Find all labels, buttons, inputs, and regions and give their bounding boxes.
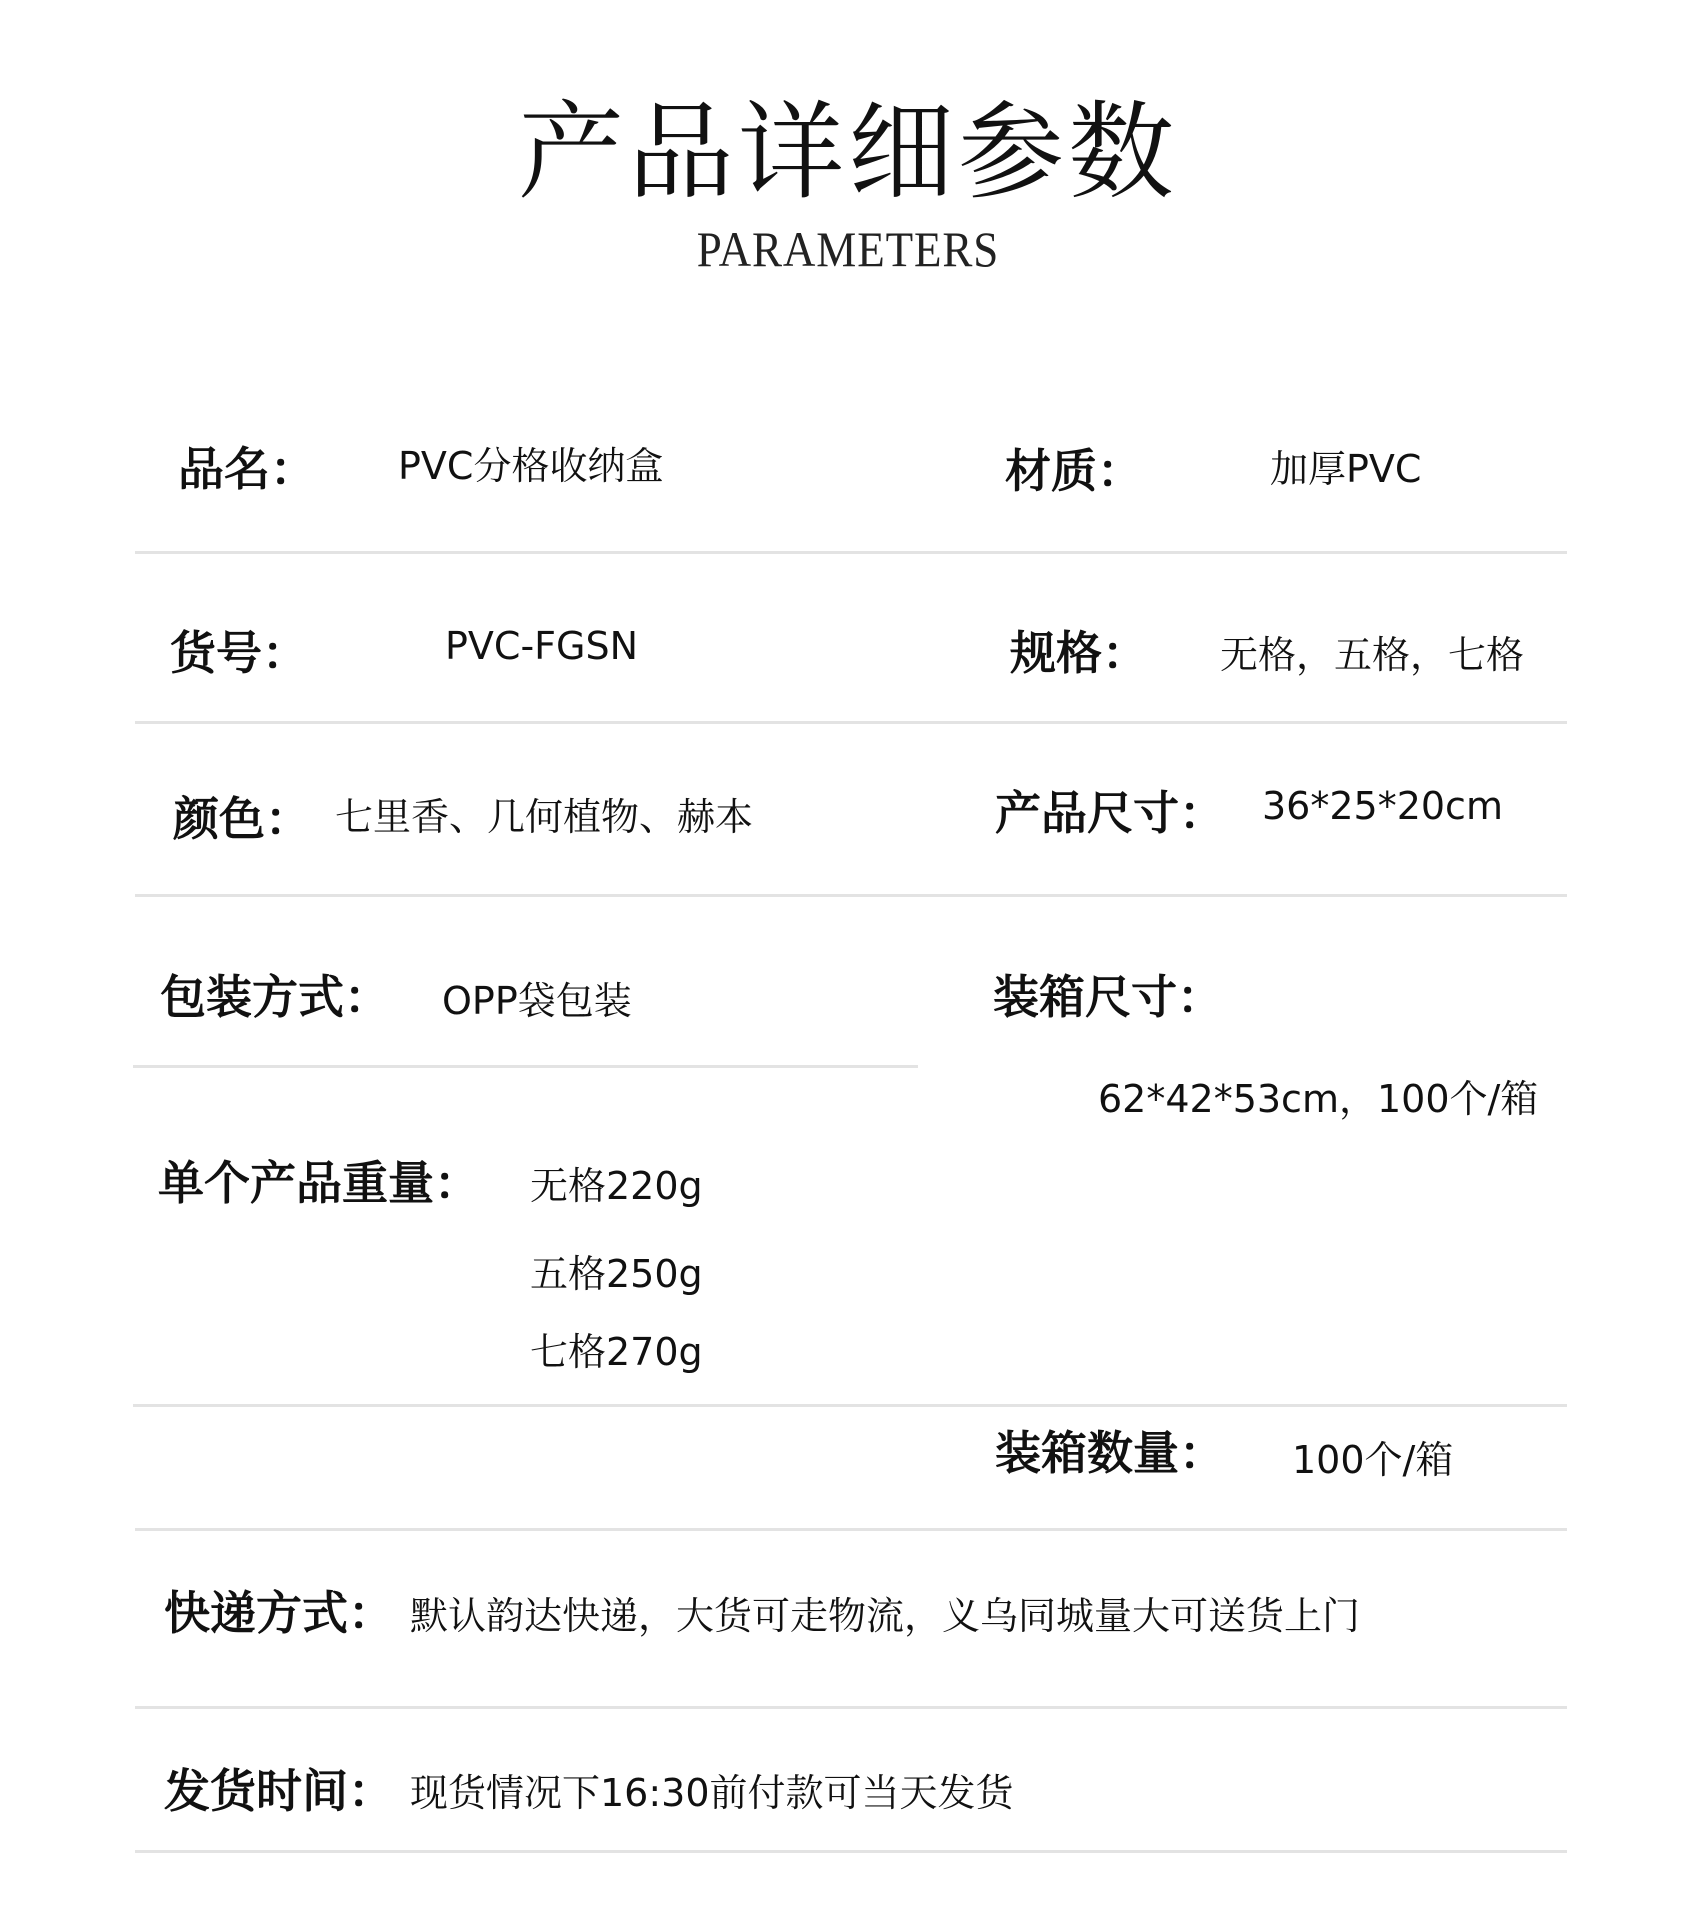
divider <box>133 1065 918 1068</box>
carton-qty-label: 装箱数量： <box>995 1426 1225 1480</box>
divider <box>133 1404 1567 1407</box>
divider <box>135 1706 1567 1709</box>
divider <box>135 1528 1567 1531</box>
name-label: 品名： <box>178 442 316 496</box>
carton-size-value: 62*42*53cm，100个/箱 <box>1098 1077 1539 1121</box>
dispatch-value: 现货情况下16:30前付款可当天发货 <box>410 1771 1014 1815</box>
divider <box>135 1850 1567 1853</box>
carton-qty-value: 100个/箱 <box>1292 1438 1454 1482</box>
color-label: 颜色： <box>173 792 311 846</box>
material-value: 加厚PVC <box>1270 447 1422 491</box>
shipping-value: 默认韵达快递，大货可走物流，义乌同城量大可送货上门 <box>410 1594 1361 1638</box>
spec-label: 规格： <box>1010 626 1148 680</box>
item-no-label: 货号： <box>170 626 308 680</box>
dispatch-label: 发货时间： <box>164 1764 394 1818</box>
weight-value-0: 无格220g <box>530 1164 703 1208</box>
weight-label: 单个产品重量： <box>158 1156 480 1210</box>
material-label: 材质： <box>1005 444 1143 498</box>
packaging-value: OPP袋包装 <box>442 979 632 1023</box>
shipping-label: 快递方式： <box>164 1586 394 1640</box>
weight-value-1: 五格250g <box>530 1252 703 1296</box>
spec-value: 无格，五格，七格 <box>1220 633 1525 677</box>
packaging-label: 包装方式： <box>160 970 390 1024</box>
divider <box>135 721 1567 724</box>
color-value: 七里香、几何植物、赫本 <box>335 795 754 839</box>
divider <box>135 894 1567 897</box>
page-title: 产品详细参数 <box>518 91 1178 214</box>
size-label: 产品尺寸： <box>995 786 1225 840</box>
page-subtitle: PARAMETERS <box>696 221 1000 277</box>
size-value: 36*25*20cm <box>1262 784 1503 828</box>
name-value: PVC分格收纳盒 <box>398 444 664 488</box>
item-no-value: PVC-FGSN <box>445 624 639 668</box>
carton-size-label: 装箱尺寸： <box>993 970 1223 1024</box>
divider <box>135 551 1567 554</box>
weight-value-2: 七格270g <box>530 1330 703 1374</box>
